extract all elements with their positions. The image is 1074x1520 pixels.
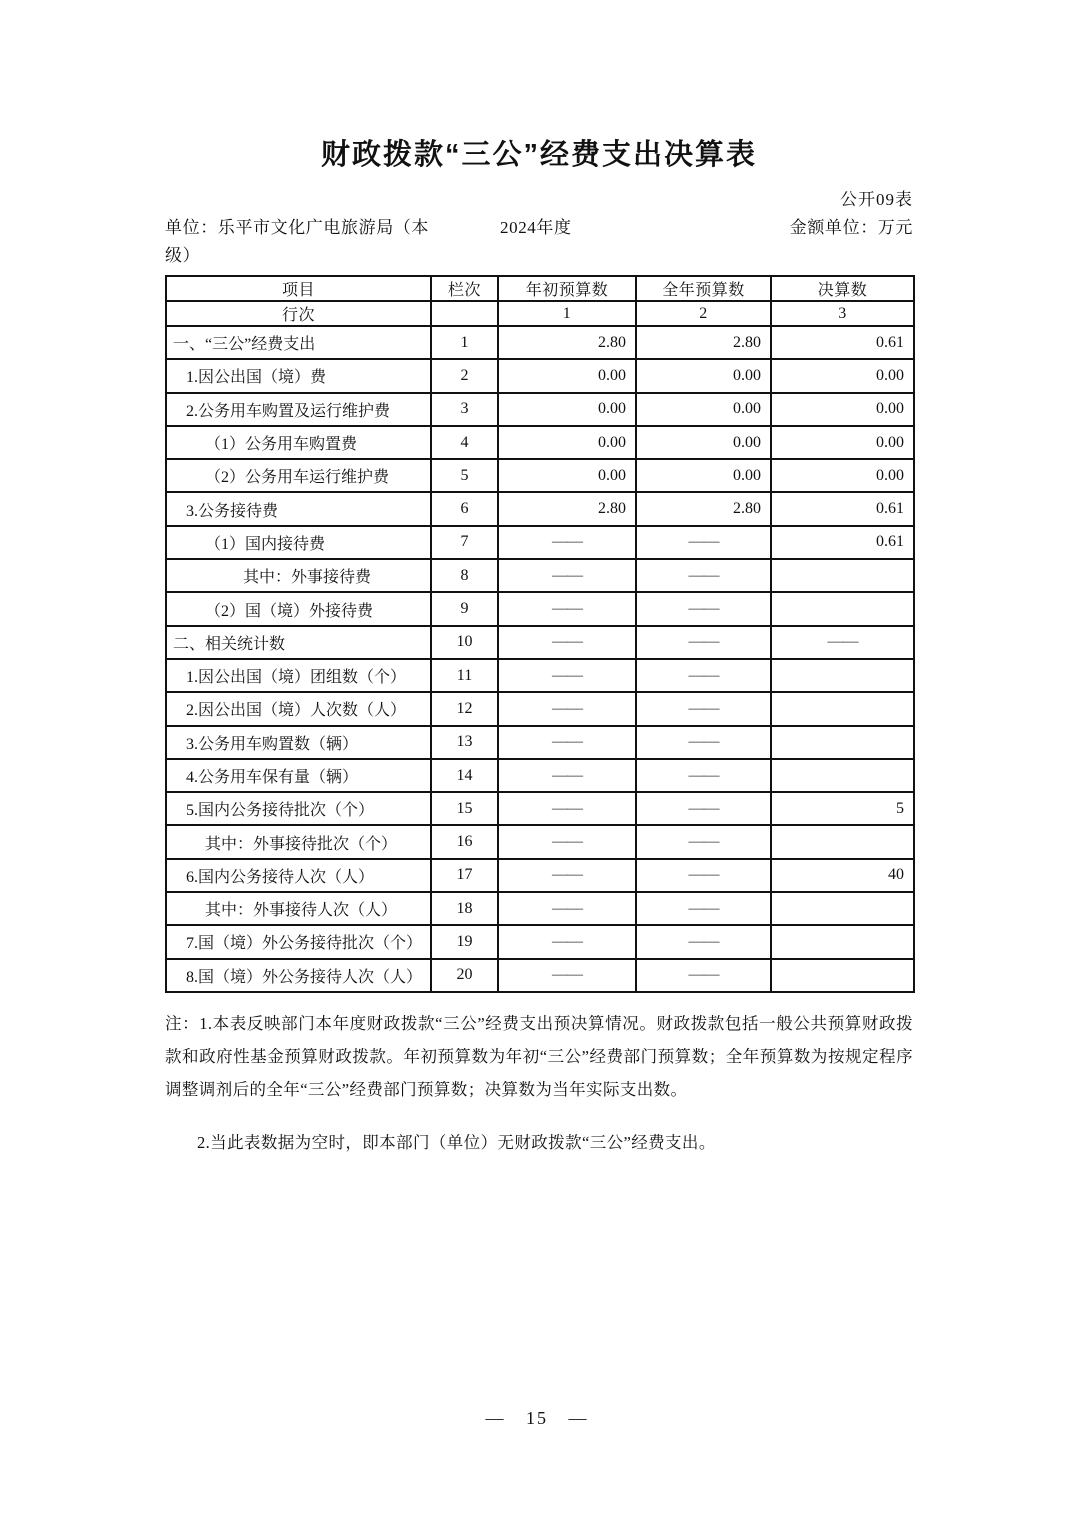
- row-value-cell: ——: [498, 825, 636, 858]
- table-row: [166, 626, 914, 659]
- row-value-cell: ——: [498, 626, 636, 659]
- row-item-label: （1）公务用车购置费: [166, 426, 431, 459]
- row-value-cell: 0.00: [498, 426, 636, 459]
- row-value-cell: ——: [636, 692, 771, 725]
- table-code-label: 公开09表: [840, 190, 913, 209]
- header-annual-budget: 全年预算数: [636, 276, 771, 301]
- header-item: 项目: [166, 276, 431, 301]
- row-line-number: 10: [431, 626, 498, 659]
- unit-label: 单位：乐平市文化广电旅游局（本级）: [165, 218, 429, 265]
- row-value-cell: 0.00: [771, 359, 914, 392]
- row-value-cell: [771, 759, 914, 792]
- header-final-accounts: 决算数: [771, 276, 914, 301]
- row-item-label: 1.因公出国（境）费: [166, 359, 431, 392]
- row-line-number: 6: [431, 492, 498, 525]
- row-item-label: 1.因公出国（境）团组数（个）: [166, 659, 431, 692]
- row-item-label: 其中：外事接待批次（个）: [166, 825, 431, 858]
- table-row: [166, 659, 914, 692]
- row-value-cell: 0.00: [771, 426, 914, 459]
- row-value-cell: ——: [636, 559, 771, 592]
- row-item-label: 二、相关统计数: [166, 626, 431, 659]
- row-line-number: 5: [431, 459, 498, 492]
- table-row: [166, 792, 914, 825]
- amount-unit-label: 金额单位：万元: [789, 218, 913, 237]
- row-value-cell: ——: [636, 925, 771, 958]
- row-value-cell: ——: [498, 859, 636, 892]
- meta-row: [165, 214, 913, 270]
- row-value-cell: 0.00: [771, 459, 914, 492]
- row-value-cell: 0.00: [636, 359, 771, 392]
- fiscal-table: [165, 275, 915, 993]
- subheader-col-2: 2: [636, 301, 771, 326]
- row-value-cell: ——: [636, 759, 771, 792]
- row-line-number: 13: [431, 726, 498, 759]
- row-value-cell: ——: [636, 726, 771, 759]
- row-value-cell: ——: [498, 692, 636, 725]
- row-value-cell: ——: [498, 892, 636, 925]
- row-value-cell: ——: [498, 659, 636, 692]
- row-value-cell: 2.80: [636, 492, 771, 525]
- row-item-label: 2.公务用车购置及运行维护费: [166, 393, 431, 426]
- row-item-label: 其中：外事接待人次（人）: [166, 892, 431, 925]
- row-value-cell: [771, 959, 914, 992]
- header-column-index: 栏次: [431, 276, 498, 301]
- row-value-cell: [771, 659, 914, 692]
- table-row: [166, 592, 914, 625]
- table-row: [166, 492, 914, 525]
- row-item-label: 5.国内公务接待批次（个）: [166, 792, 431, 825]
- row-value-cell: ——: [498, 959, 636, 992]
- row-line-number: 3: [431, 393, 498, 426]
- row-value-cell: [771, 825, 914, 858]
- row-line-number: 17: [431, 859, 498, 892]
- row-value-cell: ——: [498, 792, 636, 825]
- table-row: [166, 459, 914, 492]
- row-item-label: （1）国内接待费: [166, 526, 431, 559]
- table-row: [166, 393, 914, 426]
- row-value-cell: 40: [771, 859, 914, 892]
- table-row: [166, 892, 914, 925]
- row-item-label: 一、“三公”经费支出: [166, 326, 431, 359]
- row-item-label: 3.公务接待费: [166, 492, 431, 525]
- document-content: [165, 0, 913, 1159]
- row-value-cell: 0.00: [498, 359, 636, 392]
- table-body: [166, 326, 914, 992]
- row-value-cell: ——: [636, 626, 771, 659]
- table-row: [166, 692, 914, 725]
- row-value-cell: 0.00: [498, 459, 636, 492]
- row-value-cell: [771, 726, 914, 759]
- row-line-number: 16: [431, 825, 498, 858]
- row-value-cell: [771, 692, 914, 725]
- row-line-number: 2: [431, 359, 498, 392]
- page-title: 财政拨款“三公”经费支出决算表: [320, 139, 757, 171]
- row-value-cell: 0.00: [771, 393, 914, 426]
- table-row: [166, 925, 914, 958]
- row-line-number: 9: [431, 592, 498, 625]
- row-value-cell: ——: [498, 559, 636, 592]
- table-row: [166, 526, 914, 559]
- row-value-cell: ——: [636, 959, 771, 992]
- row-line-number: 20: [431, 959, 498, 992]
- row-item-label: 7.国（境）外公务接待批次（个）: [166, 925, 431, 958]
- row-value-cell: 2.80: [636, 326, 771, 359]
- row-value-cell: ——: [498, 726, 636, 759]
- subheader-col-1: 1: [498, 301, 636, 326]
- row-value-cell: ——: [636, 859, 771, 892]
- row-line-number: 7: [431, 526, 498, 559]
- table-row: [166, 959, 914, 992]
- row-value-cell: ——: [498, 592, 636, 625]
- row-value-cell: [771, 925, 914, 958]
- row-value-cell: 0.00: [636, 459, 771, 492]
- row-line-number: 11: [431, 659, 498, 692]
- row-line-number: 19: [431, 925, 498, 958]
- fiscal-year-label: 2024年度: [500, 218, 572, 237]
- row-value-cell: [771, 592, 914, 625]
- row-value-cell: 5: [771, 792, 914, 825]
- row-line-number: 15: [431, 792, 498, 825]
- row-value-cell: 0.61: [771, 526, 914, 559]
- row-item-label: 8.国（境）外公务接待人次（人）: [166, 959, 431, 992]
- table-row: [166, 559, 914, 592]
- table-row: [166, 759, 914, 792]
- row-value-cell: ——: [636, 892, 771, 925]
- row-value-cell: ——: [498, 759, 636, 792]
- row-value-cell: ——: [636, 659, 771, 692]
- row-value-cell: [771, 892, 914, 925]
- table-row: [166, 359, 914, 392]
- row-line-number: 1: [431, 326, 498, 359]
- row-value-cell: ——: [498, 526, 636, 559]
- row-value-cell: ——: [498, 925, 636, 958]
- row-value-cell: [771, 559, 914, 592]
- row-line-number: 14: [431, 759, 498, 792]
- table-subheader-row: [166, 301, 914, 326]
- row-value-cell: 0.00: [498, 393, 636, 426]
- notes-section: [165, 1007, 913, 1159]
- subheader-row-label: 行次: [166, 301, 431, 326]
- row-line-number: 8: [431, 559, 498, 592]
- row-line-number: 12: [431, 692, 498, 725]
- table-row: [166, 426, 914, 459]
- row-value-cell: ——: [636, 792, 771, 825]
- table-row: [166, 726, 914, 759]
- row-value-cell: ——: [636, 825, 771, 858]
- row-item-label: 其中：外事接待费: [166, 559, 431, 592]
- row-item-label: （2）国（境）外接待费: [166, 592, 431, 625]
- row-item-label: 4.公务用车保有量（辆）: [166, 759, 431, 792]
- table-row: [166, 326, 914, 359]
- page-number: — 15 —: [485, 1408, 589, 1428]
- row-value-cell: 0.61: [771, 326, 914, 359]
- row-item-label: （2）公务用车运行维护费: [166, 459, 431, 492]
- row-value-cell: ——: [636, 526, 771, 559]
- row-item-label: 6.国内公务接待人次（人）: [166, 859, 431, 892]
- row-value-cell: ——: [636, 592, 771, 625]
- row-value-cell: 0.00: [636, 426, 771, 459]
- table-row: [166, 859, 914, 892]
- subheader-empty-cell: [431, 301, 498, 326]
- header-initial-budget: 年初预算数: [498, 276, 636, 301]
- row-line-number: 18: [431, 892, 498, 925]
- row-item-label: 2.因公出国（境）人次数（人）: [166, 692, 431, 725]
- note-1: 注：1.本表反映部门本年度财政拨款“三公”经费支出预决算情况。财政拨款包括一般公共预算财政拨款和政府性基金预算财政拨款。年初预算数为年初“三公”经费部门预算数；全年预算数为按规定程序调整调剂后的全年“三公”经费部门预算数；决算数为当年实际支出数。: [165, 1014, 913, 1099]
- table-header-row: [166, 276, 914, 301]
- subheader-col-3: 3: [771, 301, 914, 326]
- row-value-cell: ——: [771, 626, 914, 659]
- row-value-cell: 0.00: [636, 393, 771, 426]
- note-2: 2.当此表数据为空时，即本部门（单位）无财政拨款“三公”经费支出。: [197, 1133, 716, 1152]
- row-value-cell: 2.80: [498, 492, 636, 525]
- row-item-label: 3.公务用车购置数（辆）: [166, 726, 431, 759]
- row-line-number: 4: [431, 426, 498, 459]
- row-value-cell: 2.80: [498, 326, 636, 359]
- table-row: [166, 825, 914, 858]
- row-value-cell: 0.61: [771, 492, 914, 525]
